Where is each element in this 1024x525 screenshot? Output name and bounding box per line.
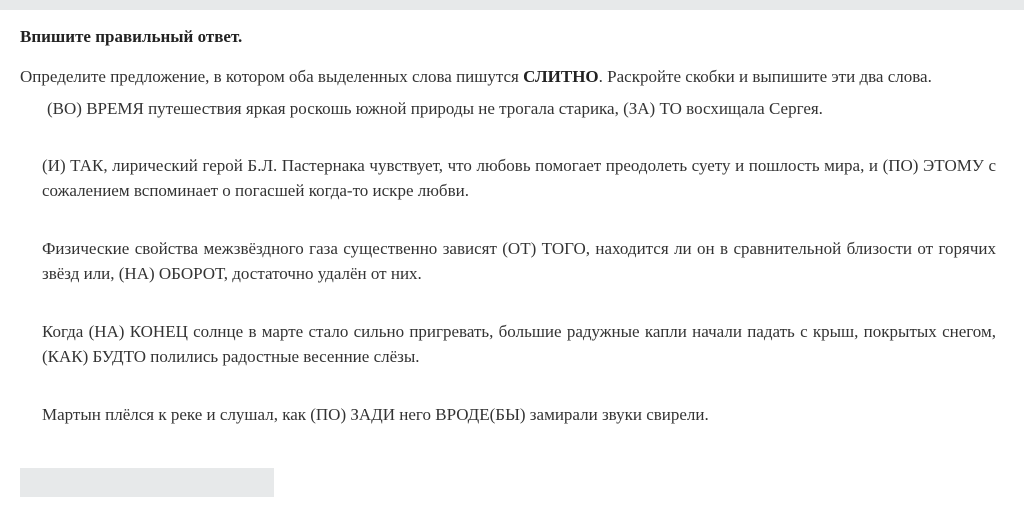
- sentence-3: Физические свойства межзвёздного газа существенно зависят (ОТ) ТОГО, находится ли он в сравнительной близости от горячих звёзд или, (НА) ОБОРОТ, достаточно удалён от них.: [42, 239, 996, 283]
- task-text-before: Определите предложение, в котором оба выделенных слова пишутся: [20, 67, 524, 86]
- task-text: [20, 66, 1010, 88]
- task-text-emphasis: СЛИТНО: [523, 67, 599, 86]
- answer-input[interactable]: [20, 468, 274, 497]
- task-text-after: . Раскройте скобки и выпишите эти два слова.: [598, 67, 932, 86]
- sentence-5: Мартын плёлся к реке и слушал, как (ПО) ЗАДИ него ВРОДЕ(БЫ) замирали звуки свирели.: [42, 405, 709, 424]
- task-instruction: Впишите правильный ответ.: [20, 27, 243, 46]
- sentence-4: Когда (НА) КОНЕЦ солнце в марте стало сильно пригревать, большие радужные капли начали падать с крыш, покрытых снегом, (КАК) БУДТО полились радостные весенние слёзы.: [42, 322, 996, 366]
- top-bar: [0, 0, 1024, 10]
- sentence-2: (И) ТАК, лирический герой Б.Л. Пастернака чувствует, что любовь помогает преодолеть суету и пошлость мира, и (ПО) ЭТОМУ с сожалением вспоминает о погасшей когда-то искре любви.: [42, 156, 996, 200]
- sentence-1: (ВО) ВРЕМЯ путешествия яркая роскошь южной природы не трогала старика, (ЗА) ТО восхищала Сергея.: [47, 99, 823, 118]
